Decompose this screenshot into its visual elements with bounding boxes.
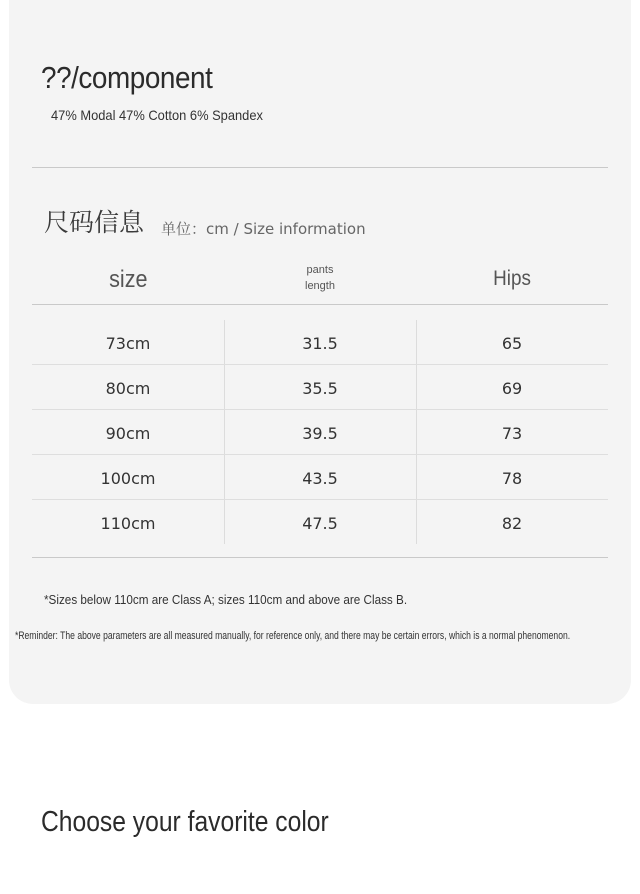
cell-size: 90cm: [105, 424, 151, 443]
size-chart-unit-note: 单位：cm / Size information: [161, 220, 366, 238]
table-row: [32, 365, 608, 410]
cell-size: 80cm: [105, 379, 151, 398]
cell-pants-length: 35.5: [302, 379, 338, 398]
column-header-pants-length: [224, 262, 416, 294]
divider-header: [32, 304, 608, 305]
divider-bottom: [32, 557, 608, 558]
cell-hips: 65: [501, 334, 523, 353]
column-header-hips-label: Hips: [493, 267, 531, 290]
color-section-heading: Choose your favorite color: [41, 806, 329, 838]
cell-pants-length: 31.5: [302, 334, 338, 353]
cell-size: 110cm: [100, 514, 156, 533]
column-header-size: [32, 266, 224, 294]
cell-pants-length: 43.5: [302, 469, 338, 488]
cell-size: 100cm: [100, 469, 156, 488]
cell-pants-length: 39.5: [302, 424, 338, 443]
composition-materials: 47% Modal 47% Cotton 6% Spandex: [51, 107, 263, 123]
cell-hips: 78: [501, 469, 523, 488]
reminder-note: *Reminder: The above parameters are all measured manually, for reference only, and there may be certain errors, which is a normal phenomenon.: [15, 630, 571, 642]
cell-pants-length: 47.5: [302, 514, 338, 533]
cell-hips: 69: [501, 379, 523, 398]
column-header-size-label: size: [108, 266, 148, 293]
table-row: [32, 410, 608, 455]
size-table: [32, 320, 608, 544]
size-chart-heading: 尺码信息: [44, 208, 145, 237]
column-header-hips: [416, 267, 608, 291]
composition-title: ??/component: [41, 60, 213, 95]
column-header-pants-line1: pants: [306, 264, 334, 276]
cell-hips: 82: [501, 514, 523, 533]
cell-size: 73cm: [105, 334, 151, 353]
divider-top: [32, 167, 608, 168]
table-row: [32, 320, 608, 365]
table-row: [32, 500, 608, 544]
class-note: *Sizes below 110cm are Class A; sizes 110cm and above are Class B.: [44, 592, 408, 607]
cell-hips: 73: [501, 424, 523, 443]
column-header-pants-line2: length: [305, 280, 335, 292]
table-row: [32, 455, 608, 500]
